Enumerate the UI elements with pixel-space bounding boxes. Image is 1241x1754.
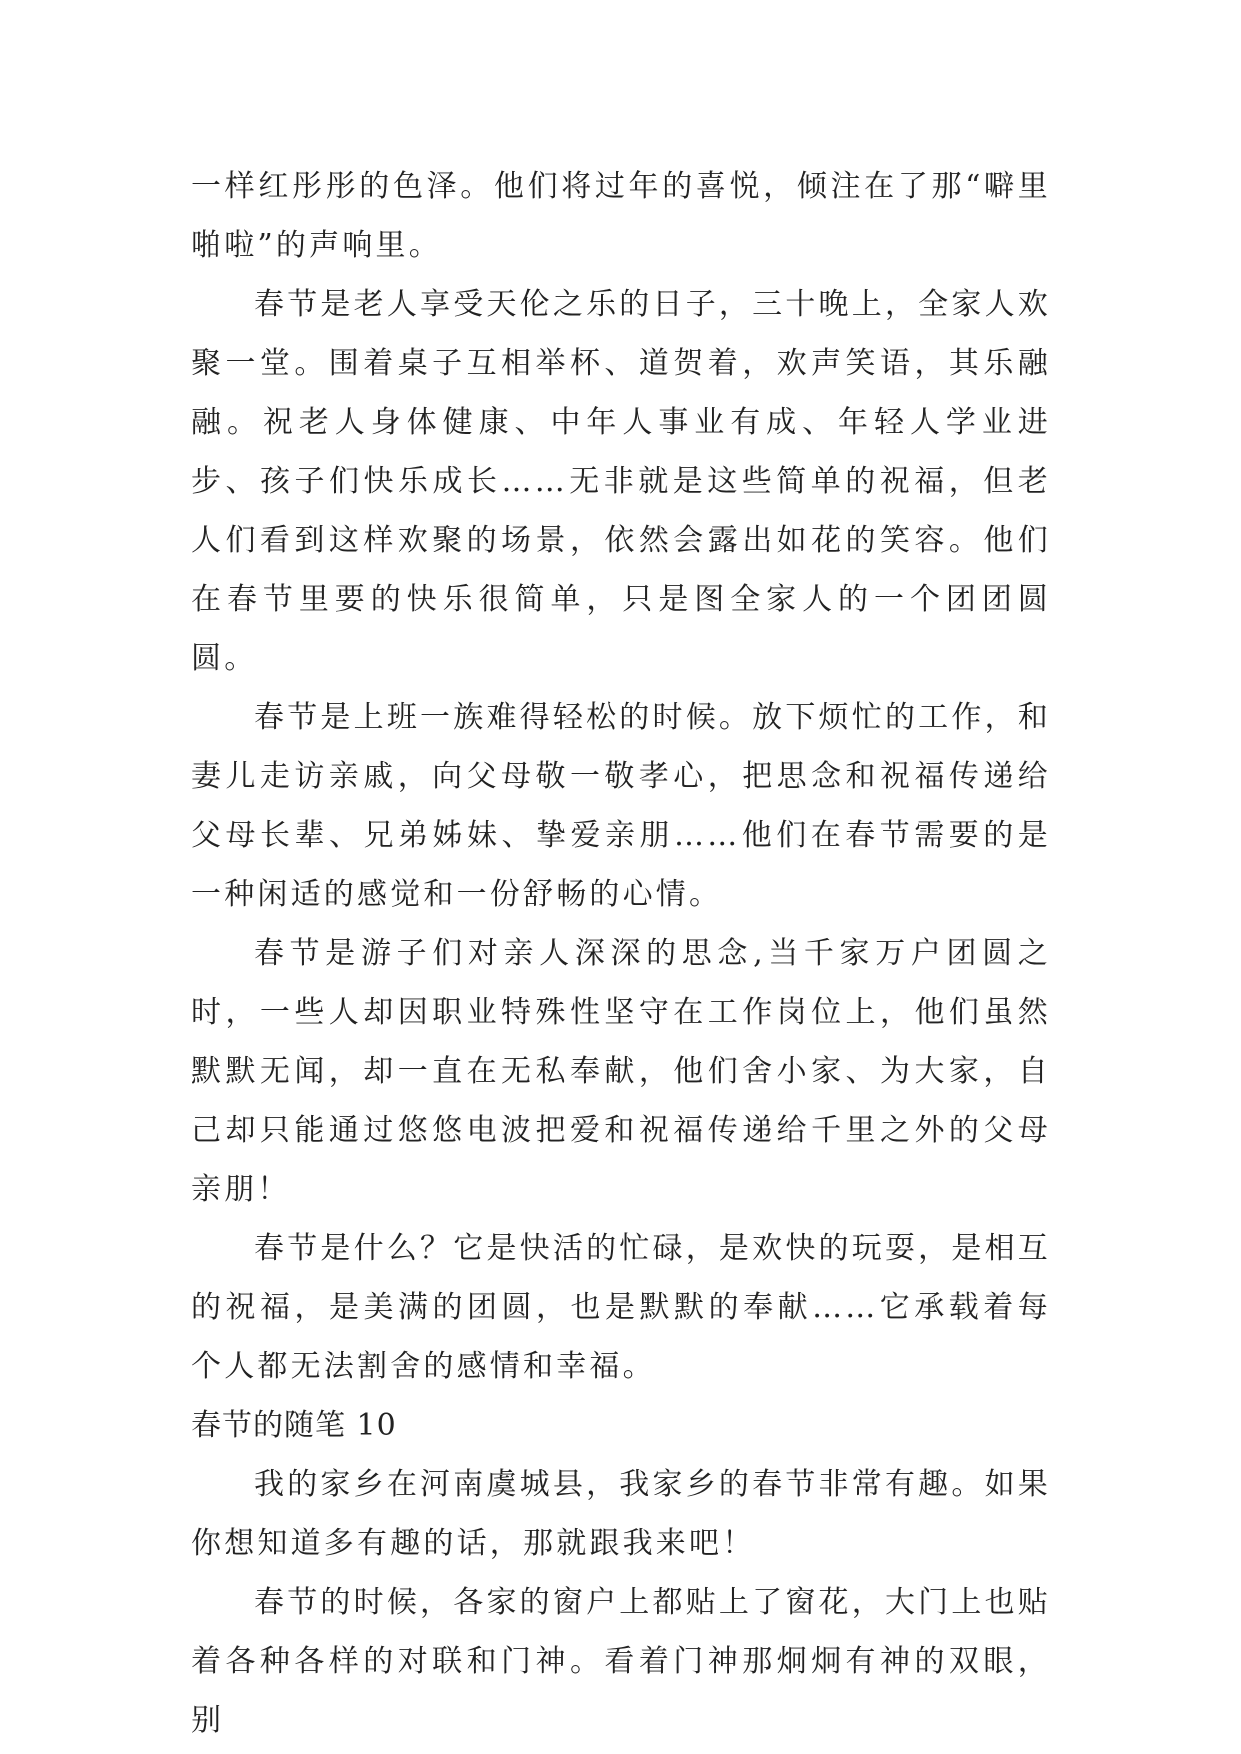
document-page [191,157,1051,1750]
paragraph: 我的家乡在河南虞城县，我家乡的春节非常有趣。如果你想知道多有趣的话，那就跟我来吧！ [191,1467,1051,1561]
section-title: 春节的随笔 10 [191,1408,397,1443]
paragraph: 春节是老人享受天伦之乐的日子，三十晚上，全家人欢聚一堂。围着桌子互相举杯、道贺着，欢声笑语，其乐融融。祝老人身体健康、中年人事业有成、年轻人学业进步、孩子们快乐成长……无非就是这些简单的祝福，但老人们看到这样欢聚的场景，依然会露出如花的笑容。他们在春节里要的快乐很简单，只是图全家人的一个团团圆圆。 [191,287,1051,676]
paragraph: 春节的时候，各家的窗户上都贴上了窗花，大门上也贴着各种各样的对联和门神。看着门神那炯炯有神的双眼，别 [191,1585,1051,1738]
paragraph: 春节是什么？它是快活的忙碌，是欢快的玩耍，是相互的祝福，是美满的团圆，也是默默的奉献……它承载着每个人都无法割舍的感情和幸福。 [191,1231,1051,1384]
paragraph: 春节是游子们对亲人深深的思念,当千家万户团圆之时，一些人却因职业特殊性坚守在工作岗位上，他们虽然默默无闻，却一直在无私奉献，他们舍小家、为大家，自己却只能通过悠悠电波把爱和祝福传递给千里之外的父母亲朋！ [191,936,1051,1207]
paragraph: 一样红彤彤的色泽。他们将过年的喜悦，倾注在了那“噼里啪啦”的声响里。 [191,169,1051,263]
paragraph: 春节是上班一族难得轻松的时候。放下烦忙的工作，和妻儿走访亲戚，向父母敬一敬孝心，把思念和祝福传递给父母长辈、兄弟姊妹、挚爱亲朋……他们在春节需要的是一种闲适的感觉和一份舒畅的心情。 [191,700,1051,912]
